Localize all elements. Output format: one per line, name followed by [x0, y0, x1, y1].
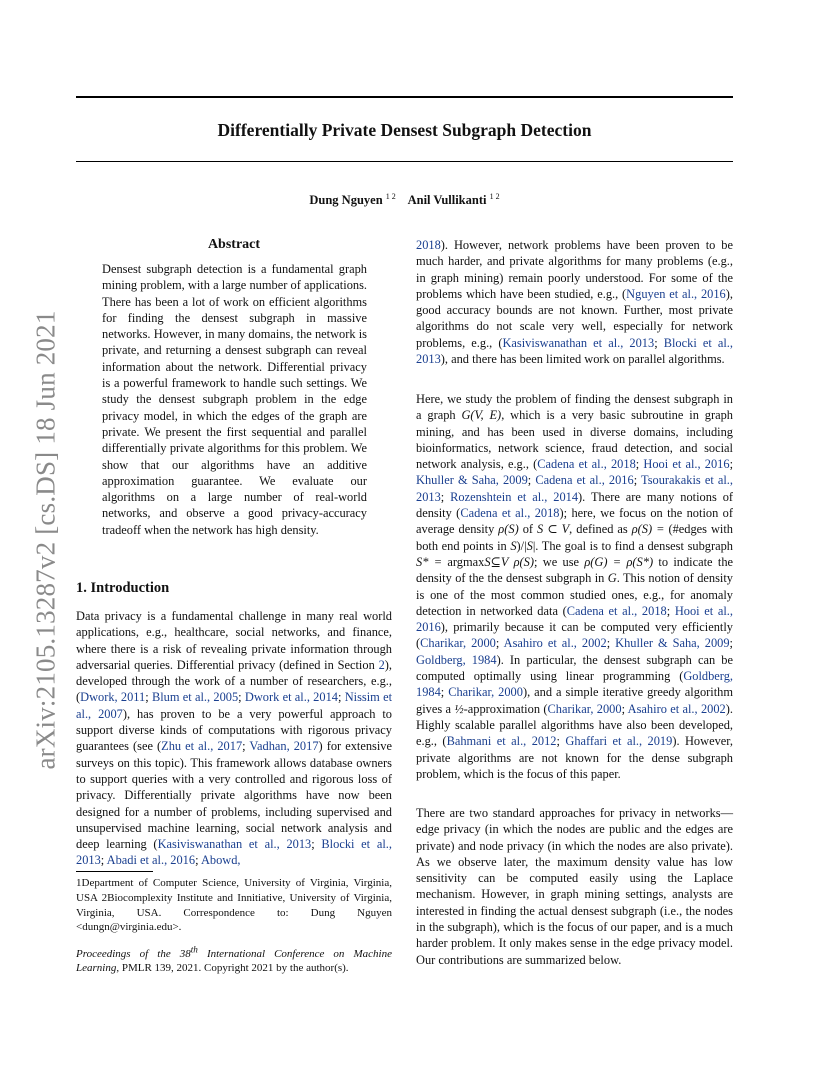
math-expression: ρ(S) = [631, 522, 669, 537]
text-run: ). Highly scalable parallel algorithms have also been developed, e.g., ( [416, 701, 733, 749]
citation-link[interactable]: Zhu et al., 2017 [161, 739, 243, 754]
citation-link[interactable]: Khuller & Saha, 2009 [416, 473, 528, 488]
text-run: ; [556, 734, 566, 749]
proceedings-sup: th [190, 944, 198, 954]
citation-link[interactable]: Asahiro et al., 2002 [503, 636, 607, 651]
text-run: ; [495, 636, 504, 651]
text-run: ; [729, 636, 733, 651]
author-name: Anil Vullikanti [407, 193, 487, 208]
author-affil: 1 2 [385, 192, 396, 201]
citation-link[interactable]: Cadena et al., 2016 [535, 473, 634, 488]
citation-link[interactable]: Nissim et al., 2007 [76, 690, 393, 721]
text-run: ); here, we focus on the notion of average density [416, 506, 733, 537]
citation-link[interactable]: Blocki et al., 2013 [76, 837, 392, 868]
citation-link[interactable]: Kasiviswanathan et al., 2013 [157, 837, 312, 852]
text-run: ; [666, 603, 675, 618]
text-run: ; [311, 837, 322, 852]
text-run: -approximation ( [463, 701, 548, 716]
citation-link[interactable]: Blocki et al., 2013 [416, 335, 733, 367]
citation-link[interactable]: Rozenshtein et al., 2014 [450, 489, 579, 504]
intro-paragraph-1 [76, 608, 392, 869]
text-run: , defined as [569, 522, 632, 537]
text-run: ; [729, 457, 734, 472]
text-run: )/| [516, 538, 527, 553]
text-run: ), and a simple iterative greedy algorithm gives a [416, 685, 733, 716]
intro-paragraph-2 [416, 237, 733, 367]
citation-link[interactable]: Charikar, 2000 [448, 685, 523, 700]
abstract-text: Densest subgraph detection is a fundamental graph mining problem, with a large number of applications. There has been a lot of work on efficient algorithms for finding the densest subgraph in massive networks. However, in many domains, the network is private, and returning a densest subgraph can reveal information about the network. Differential privacy is a powerful framework to handle such settings. We study the densest subgraph problem in the edge privacy model, in which the edges of the graph are private. We present the first sequential and parallel differentially private algorithms for this problem. We show that our algorithms have an additive approximation guarantee. We evaluate our algorithms on a large number of real-world networks, and observe a good privacy-accuracy tradeoff when the network has high density. [102, 262, 367, 537]
proceedings-pre: Proceedings of the 38 [76, 947, 191, 960]
citation-link[interactable]: Cadena et al., 2018 [460, 506, 560, 521]
citation-link[interactable]: Charikar, 2000 [547, 701, 622, 716]
math-expression: G(V, E) [461, 408, 502, 423]
text-run: ; [145, 690, 152, 705]
citation-link[interactable]: Ghaffari et al., 2019 [565, 734, 673, 749]
citation-link[interactable]: Dwork, 2011 [80, 690, 146, 705]
text-run: ; [633, 473, 642, 488]
math-expression: ½ [454, 701, 464, 716]
text-run: ; [100, 853, 107, 868]
citation-link[interactable]: 2 [378, 657, 385, 672]
citation-link[interactable]: Dwork et al., 2014 [244, 690, 338, 705]
text-run: |. The goal is to find a densest subgraph [532, 538, 733, 553]
text-run: ; [337, 690, 345, 705]
math-expression: S* = [416, 554, 448, 569]
top-rule [76, 96, 733, 98]
text-run: ; [654, 335, 664, 350]
text-run: ). However, network problems have been proven to be much harder, and private algorithms for many problems (e.g., in graph mining) remain poorly understood. For some of the problems which have been studied, e.g., ( [416, 238, 733, 301]
text-run: ; [635, 457, 644, 472]
math-expression: S⊆V [484, 554, 509, 569]
citation-link[interactable]: Bahmani et al., 2012 [446, 734, 557, 749]
math-expression: G [607, 571, 617, 586]
text-run: ), developed through the work of a number of researchers, e.g., ( [76, 657, 392, 705]
math-expression: ρ(S) [508, 554, 534, 569]
math-expression: S [526, 538, 533, 553]
author-name: Dung Nguyen [309, 193, 383, 208]
citation-link[interactable]: Hooi et al., 2016 [416, 603, 733, 635]
footnote-rule [76, 871, 153, 872]
math-expression: ρ(G) = ρ(S*) [584, 554, 654, 569]
citation-link[interactable]: Cadena et al., 2018 [537, 457, 636, 472]
text-run: ; [440, 685, 449, 700]
arxiv-id: arXiv:2105.13287v2 [cs.DS] 18 Jun 2021 [30, 310, 61, 770]
citation-link[interactable]: Abadi et al., 2016 [106, 853, 196, 868]
text-run: ) for extensive surveys on this topic). This framework allows database owners to support queries with a very controlled and rigorous loss of privacy. Differentially private algorithms have now been designed for a number of problems, including supervised and unsupervised machine learning, social network analysis and deep learning ( [76, 739, 392, 852]
text-run: ; [238, 690, 245, 705]
citation-link[interactable]: Abowd, [200, 853, 241, 868]
citation-link[interactable]: 2018 [416, 238, 441, 252]
text-run: ; [621, 701, 628, 716]
text-run: ), has proven to be a very powerful approach to support diverse kinds of computations with rigorous privacy guarantees (see ( [76, 706, 392, 754]
text-run: Here, we study the problem of finding the densest subgraph in a graph [416, 392, 733, 423]
citation-link[interactable]: Kasiviswanathan et al., 2013 [502, 335, 655, 350]
text-run: ; [606, 636, 616, 651]
proceedings-note [76, 942, 392, 976]
text-run: , which is a very basic subroutine in graph mining, and has been used in diverse domains, including bioinformatics, network science, fraud detection, and social network analysis, e.g., ( [416, 408, 733, 472]
paper-title: Differentially Private Densest Subgraph Detection [217, 120, 592, 140]
math-expression: ρ(S) [498, 522, 519, 537]
text-run: to indicate the density of the the densest subgraph in [416, 554, 734, 586]
citation-link[interactable]: Charikar, 2000 [420, 636, 496, 651]
title-rule [76, 161, 733, 162]
text-run: argmax [447, 554, 485, 569]
citation-link[interactable]: Vadhan, 2017 [249, 739, 319, 754]
text-run: . This notion of density is one of the most common studied ones, e.g., for anomaly detection in networked data ( [416, 571, 733, 618]
intro-paragraph-4: There are two standard approaches for privacy in networks—edge privacy (in which the nodes are public and the edges are private) and node privacy (in which the nodes are also private). As we observe later, the maximum density value has low sensitivity can be computed easily using the Laplace mechanism. However, in graph mining settings, analysts are interested in finding the actual densest subgraph (i.e., the nodes in the subgraph), which is the focus of our paper, and is a much harder problem. It only makes sense in the edge privacy model. Our contributions are summarized below. [416, 806, 733, 967]
intro-paragraph-3 [416, 391, 733, 782]
citation-link[interactable]: Blum et al., 2005 [151, 690, 239, 705]
abstract-heading: Abstract [207, 237, 261, 252]
text-run: ). In particular, the densest subgraph can be computed optimally using linear programming ( [416, 652, 733, 684]
text-run: ), and there has been limited work on parallel algorithms. [440, 352, 725, 367]
text-run: ; [440, 489, 451, 504]
text-run: ; we use [533, 554, 585, 569]
text-run: ; [242, 739, 250, 754]
section-heading: 1. Introduction [76, 580, 170, 596]
text-run: ). However, private algorithms are not known for the dense subgraph problem, which is the focus of this paper. [416, 734, 733, 781]
author-affil: 1 2 [489, 192, 500, 201]
text-run: ), good accuracy bounds are not known. Further, most private algorithms do not scale very well, especially for network problems, e.g., ( [416, 286, 733, 350]
text-run: ), primarily because it can be computed very efficiently ( [416, 620, 733, 651]
text-run: (#edges with both end points in [416, 522, 734, 553]
author-list [76, 189, 733, 208]
text-run: Data privacy is a fundamental challenge in many real world applications, e.g., healthcare, social networks, and finance, where there is a risk of revealing private information through adversarial queries. Differential privacy (defined in Section [76, 609, 392, 672]
text-run: ). There are many notions of density ( [416, 489, 734, 521]
text-run: ; [195, 853, 201, 868]
math-expression: S [510, 538, 517, 553]
math-expression: S ⊂ V [537, 522, 570, 537]
citation-link[interactable]: Hooi et al., 2016 [643, 457, 730, 472]
citation-link[interactable]: Asahiro et al., 2002 [627, 701, 726, 716]
text-run: ; [527, 473, 536, 488]
citation-link[interactable]: Goldberg, 1984 [416, 669, 733, 700]
citation-link[interactable]: Goldberg, 1984 [416, 652, 497, 667]
citation-link[interactable]: Nguyen et al., 2016 [626, 286, 726, 301]
citation-link[interactable]: Cadena et al., 2018 [566, 603, 667, 618]
citation-link[interactable]: Khuller & Saha, 2009 [615, 636, 730, 651]
citation-link[interactable]: Tsourakakis et al., 2013 [416, 473, 734, 504]
proceedings-post: International Conference on Machine Learning [76, 947, 392, 975]
proceedings-tail: , PMLR 139, 2021. Copyright 2021 by the author(s). [116, 962, 349, 975]
text-run: of [518, 522, 538, 537]
footnote: 1Department of Computer Science, University of Virginia, Virginia, USA 2Biocomplexity Institute and Innitiative, University of Virginia, Virginia, USA. Correspondence to: Dung Nguyen <dungn@virginia.edu>. [76, 877, 392, 934]
